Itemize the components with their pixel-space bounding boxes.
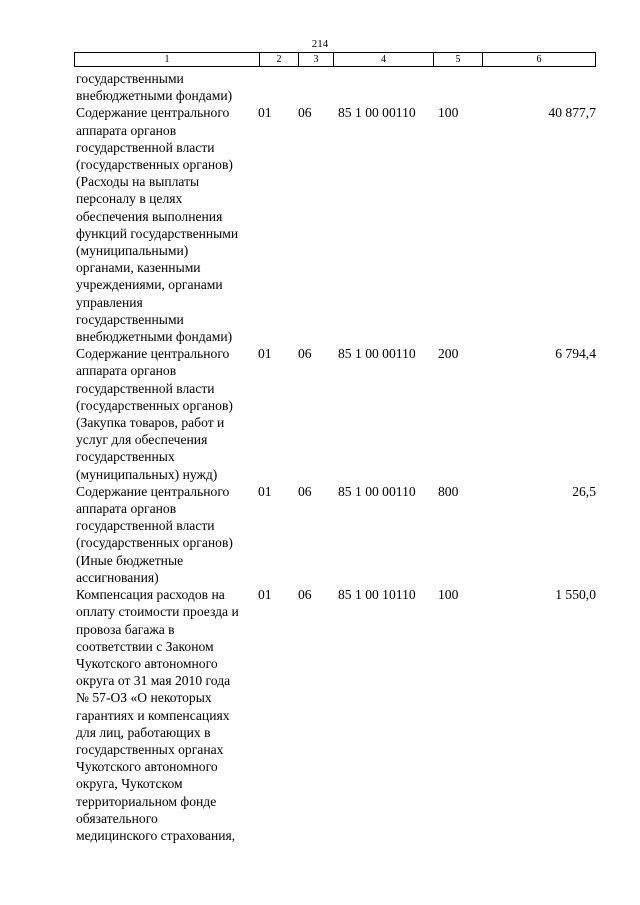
target-item-code: 85 1 00 10110: [338, 587, 416, 603]
header-col-2: 2: [260, 53, 299, 67]
expense-type-code: 800: [438, 483, 459, 499]
subsection-code: 06: [298, 483, 312, 499]
column-number-header: [74, 52, 596, 67]
header-col-6: 6: [483, 53, 596, 67]
section-code: 01: [258, 587, 272, 603]
table-row: [0, 70, 640, 104]
expense-name: Содержание центрального аппарата органов государственной власти (государственных органов) (Иные бюджетные ассигнования): [76, 483, 233, 585]
header-col-5: 5: [434, 53, 483, 67]
expense-name: государственными внебюджетными фондами): [76, 71, 233, 104]
subsection-code: 06: [298, 346, 312, 362]
page-number: 214: [311, 38, 329, 50]
table-row: [0, 483, 640, 586]
amount: 40 877,7: [548, 105, 596, 121]
amount: 1 550,0: [555, 587, 596, 603]
expense-type-code: 200: [438, 346, 459, 362]
table-row: [0, 345, 640, 483]
budget-table-body: [0, 70, 640, 844]
amount: 6 794,4: [555, 346, 596, 362]
expense-name: Содержание центрального аппарата органов государственной власти (государственных органов) (Расходы на выплаты персоналу в целях обеспечения выполнения функций государственными (муниципальными) органами, казенными учреждениями, органами управления государственными внебюджетными фондами): [76, 105, 239, 345]
expense-type-code: 100: [438, 105, 459, 121]
expense-name: Компенсация расходов на оплату стоимости проезда и провоза багажа в соответствии с Законом Чукотского автономного округа от 31 мая 2010 года № 57-ОЗ «О некоторых гарантиях и компенсациях для лиц, работающих в государственных органах Чукотского автономного округа, Чукотском территориальном фонде обязательного медицинского страхования,: [76, 587, 239, 843]
subsection-code: 06: [298, 105, 312, 121]
target-item-code: 85 1 00 00110: [338, 483, 416, 499]
table-row: [0, 586, 640, 844]
target-item-code: 85 1 00 00110: [338, 346, 416, 362]
header-col-4: 4: [334, 53, 434, 67]
section-code: 01: [258, 346, 272, 362]
subsection-code: 06: [298, 587, 312, 603]
header-col-3: 3: [299, 53, 334, 67]
expense-type-code: 100: [438, 587, 459, 603]
amount: 26,5: [572, 483, 596, 499]
section-code: 01: [258, 105, 272, 121]
table-row: [0, 104, 640, 345]
expense-name: Содержание центрального аппарата органов государственной власти (государственных органов) (Закупка товаров, работ и услуг для обеспечения государственных (муниципальных) нужд): [76, 346, 233, 482]
header-col-1: 1: [75, 53, 260, 67]
target-item-code: 85 1 00 00110: [338, 105, 416, 121]
section-code: 01: [258, 483, 272, 499]
